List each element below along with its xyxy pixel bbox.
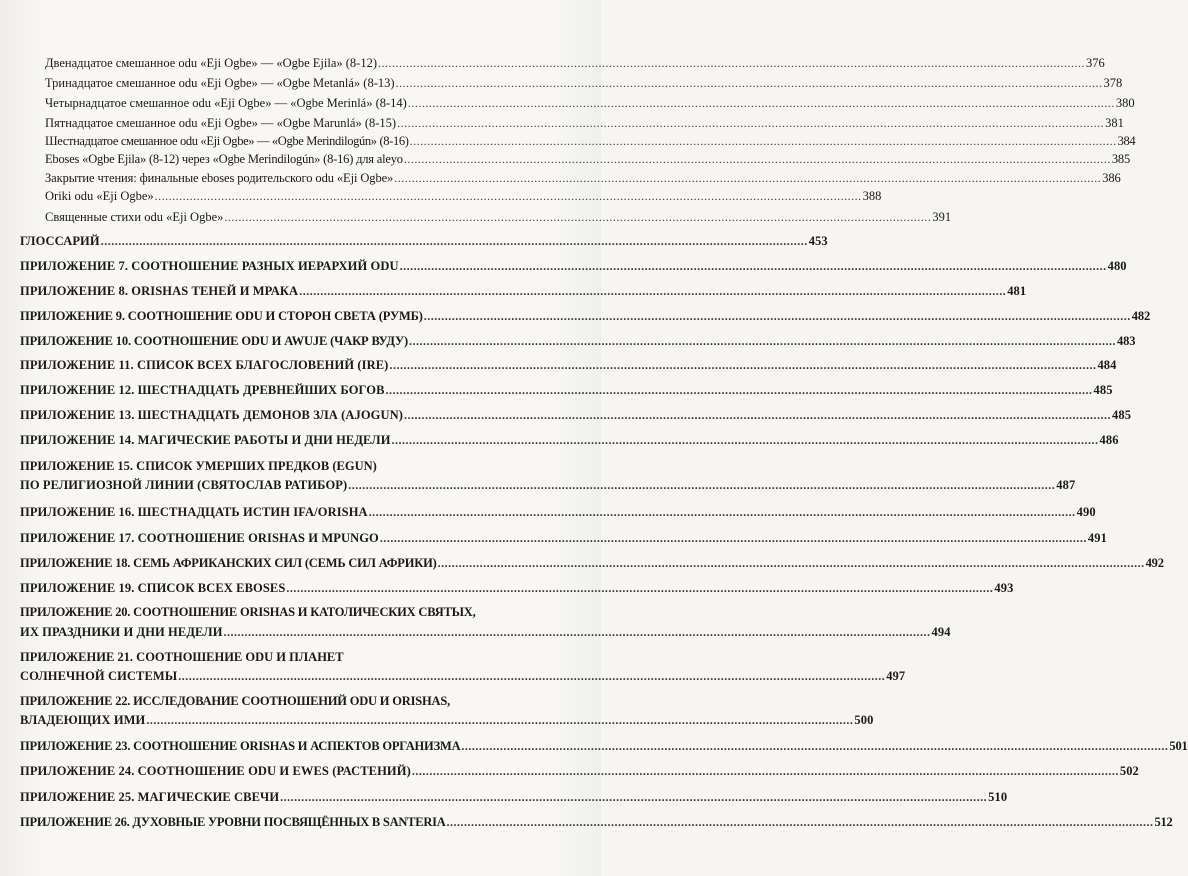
toc-entry-title: ПРИЛОЖЕНИЕ 18. СЕМЬ АФРИКАНСКИХ СИЛ (СЕМЬ СИЛ АФРИКИ) [20, 556, 437, 570]
leader-dots [178, 669, 885, 684]
toc-subentry-title: Шестнадцатое смешанное odu «Eji Ogbe» — «Ogbe Merindilogún» (8-16) [45, 134, 409, 148]
toc-page-number: 391 [932, 210, 952, 224]
toc-subentry-title: Пятнадцатое смешанное odu «Eji Ogbe» — «Ogbe Marunlá» (8-15) [45, 116, 397, 130]
toc-subentry-title: Двенадцатое смешанное odu «Eji Ogbe» — «Ogbe Ejila» (8-12) [45, 56, 377, 70]
toc-page-number: 497 [886, 669, 906, 683]
toc-entry-title: ПРИЛОЖЕНИЕ 12. ШЕСТНАДЦАТЬ ДРЕВНЕЙШИХ БОГОВ [20, 383, 385, 397]
toc-entry-title: ПРИЛОЖЕНИЕ 25. МАГИЧЕСКИЕ СВЕЧИ [20, 790, 280, 804]
toc-page-number: 491 [1087, 531, 1107, 545]
leader-dots [408, 96, 1115, 111]
leader-dots [224, 210, 931, 225]
toc-subentry-title: Священные стихи odu «Eji Ogbe» [45, 210, 224, 224]
toc-entry-title: ПРИЛОЖЕНИЕ 7. СООТНОШЕНИЕ РАЗНЫХ ИЕРАРХИЙ ODU [20, 259, 399, 273]
leader-dots [461, 739, 1168, 754]
toc-page-number: 376 [1086, 56, 1105, 70]
toc-entry [20, 259, 1127, 274]
toc-subentry [45, 76, 1123, 91]
toc-subentry-title: Oriki odu «Eji Ogbe» [45, 189, 154, 203]
toc-page-number: 501 [1169, 739, 1188, 753]
toc-page-number: 500 [854, 713, 874, 727]
toc-entry [20, 383, 1113, 398]
toc-page-number: 492 [1145, 556, 1164, 570]
toc-subentry-title: Eboses «Ogbe Ejila» (8-12) через «Ogbe Merindilogún» (8-16) для aleyo [45, 152, 403, 166]
leader-dots [396, 76, 1103, 91]
leader-dots [412, 764, 1119, 779]
toc-entry [20, 358, 1117, 373]
toc-entry-title: ПРИЛОЖЕНИЕ 9. СООТНОШЕНИЕ ODU И СТОРОН СВЕТА (РУМБ) [20, 309, 423, 323]
leader-dots [389, 358, 1096, 373]
toc-subentry-title: Тринадцатое смешанное odu «Eji Ogbe» — «Ogbe Metanlá» (8-13) [45, 76, 395, 90]
toc-page-number: 381 [1105, 116, 1124, 130]
toc-entry [20, 625, 951, 640]
leader-dots [424, 309, 1131, 324]
toc-entry [20, 284, 1027, 299]
toc-entry-title: ПРИЛОЖЕНИЕ 24. СООТНОШЕНИЕ ODU И EWES (РАСТЕНИЙ) [20, 764, 411, 778]
toc-page-number: 385 [1111, 152, 1131, 166]
toc-page-number: 483 [1117, 334, 1136, 348]
toc-subentry [45, 134, 1136, 149]
toc-entry-title: ПРИЛОЖЕНИЕ 14. МАГИЧЕСКИЕ РАБОТЫ И ДНИ НЕДЕЛИ [20, 433, 391, 447]
toc-subentry-title: Четырнадцатое смешанное odu «Eji Ogbe» — «Ogbe Merinlá» (8-14) [45, 96, 407, 110]
toc-subentry [45, 189, 882, 204]
toc-subentry [45, 210, 952, 225]
leader-dots [392, 433, 1099, 448]
leader-dots [446, 815, 1153, 830]
toc-entry-title: ПРИЛОЖЕНИЕ 23. СООТНОШЕНИЕ ORISHAS И АСПЕКТОВ ОРГАНИЗМА [20, 739, 461, 753]
toc-entry [20, 531, 1107, 546]
toc-entry-title: ПРИЛОЖЕНИЕ 11. СПИСОК ВСЕХ БЛАГОСЛОВЕНИЙ (IRE) [20, 358, 389, 372]
toc-page-number: 386 [1102, 171, 1121, 185]
toc-page-number: 485 [1112, 408, 1132, 422]
leader-dots [280, 790, 987, 805]
toc-page-number: 384 [1117, 134, 1136, 148]
leader-dots [299, 284, 1006, 299]
toc-subentry-title: Закрытие чтения: финальные eboses родительского odu «Eji Ogbe» [45, 171, 394, 185]
toc-entry [20, 433, 1119, 448]
toc-page-number: 512 [1154, 815, 1173, 829]
toc-subentry [45, 116, 1124, 131]
toc-page-number: 482 [1131, 309, 1151, 323]
toc-entry [20, 581, 1014, 596]
toc-subentry [45, 96, 1135, 111]
toc-subentry [45, 171, 1121, 186]
toc-entry-title: ПРИЛОЖЕНИЕ 22. ИССЛЕДОВАНИЕ СООТНОШЕНИЙ ODU И ORISHAS, [20, 694, 451, 708]
leader-dots [224, 625, 931, 640]
toc-entry [20, 309, 1151, 324]
toc-entry-title: ПРИЛОЖЕНИЕ 10. СООТНОШЕНИЕ ODU И AWUJE (ЧАКР ВУДУ) [20, 334, 409, 348]
leader-dots [438, 556, 1145, 571]
toc-page-number: 486 [1099, 433, 1119, 447]
toc-entry-title: ПРИЛОЖЕНИЕ 20. СООТНОШЕНИЕ ORISHAS И КАТОЛИЧЕСКИХ СВЯТЫХ, [20, 605, 476, 619]
toc-entry [20, 764, 1139, 779]
toc-page-number: 510 [988, 790, 1008, 804]
toc-page-number: 490 [1076, 505, 1096, 519]
leader-dots [404, 152, 1111, 167]
leader-dots [386, 383, 1093, 398]
toc-entry [20, 713, 874, 728]
toc-entry-title: ПРИЛОЖЕНИЕ 8. ORISHAS ТЕНЕЙ И МРАКА [20, 284, 299, 298]
leader-dots [101, 234, 808, 249]
toc-page-number: 388 [862, 189, 882, 203]
toc-page-number: 453 [808, 234, 828, 248]
toc-entry-title-continuation: СОЛНЕЧНОЙ СИСТЕМЫ [20, 669, 178, 683]
leader-dots [400, 259, 1107, 274]
leader-dots [409, 334, 1116, 349]
toc-entry [20, 334, 1136, 349]
toc-page-number: 484 [1097, 358, 1117, 372]
toc-page-number: 481 [1007, 284, 1027, 298]
leader-dots [369, 505, 1076, 520]
leader-dots [155, 189, 862, 204]
leader-dots [397, 116, 1104, 131]
toc-entry-title: ПРИЛОЖЕНИЕ 15. СПИСОК УМЕРШИХ ПРЕДКОВ (EGUN) [20, 459, 377, 473]
toc-page-number: 487 [1056, 478, 1076, 492]
leader-dots [410, 134, 1117, 149]
leader-dots [394, 171, 1101, 186]
toc-page-number: 378 [1103, 76, 1123, 90]
toc-page-number: 485 [1093, 383, 1113, 397]
toc-entry-title-continuation: ИХ ПРАЗДНИКИ И ДНИ НЕДЕЛИ [20, 625, 223, 639]
toc-entry [20, 669, 906, 684]
toc-page-number: 502 [1119, 764, 1139, 778]
toc-page-number: 494 [931, 625, 951, 639]
leader-dots [380, 531, 1087, 546]
toc-page-number: 380 [1115, 96, 1135, 110]
toc-subentry [45, 152, 1131, 167]
toc-entry-title: ПРИЛОЖЕНИЕ 13. ШЕСТНАДЦАТЬ ДЕМОНОВ ЗЛА (AJOGUN) [20, 408, 404, 422]
toc-entry [20, 234, 828, 249]
toc-entry-title: ПРИЛОЖЕНИЕ 17. СООТНОШЕНИЕ ORISHAS И MPUNGO [20, 531, 379, 545]
toc-entry [20, 790, 1008, 805]
leader-dots [378, 56, 1085, 71]
leader-dots [286, 581, 993, 596]
toc-entry-title-continuation: ВЛАДЕЮЩИХ ИМИ [20, 713, 146, 727]
toc-page-number: 480 [1107, 259, 1127, 273]
toc-entry [20, 505, 1096, 520]
toc-entry-title: ПРИЛОЖЕНИЕ 26. ДУХОВНЫЕ УРОВНИ ПОСВЯЩЁННЫХ В SANTERIA [20, 815, 446, 829]
leader-dots [404, 408, 1111, 423]
toc-page-number: 493 [994, 581, 1014, 595]
toc-entry-title: ГЛОССАРИЙ [20, 234, 100, 248]
toc-entry [20, 739, 1188, 754]
toc-entry-title-continuation: ПО РЕЛИГИОЗНОЙ ЛИНИИ (СВЯТОСЛАВ РАТИБОР) [20, 478, 348, 492]
toc-entry [20, 478, 1076, 493]
toc-entry-title: ПРИЛОЖЕНИЕ 19. СПИСОК ВСЕХ EBOSES [20, 581, 286, 595]
toc-entry-title: ПРИЛОЖЕНИЕ 16. ШЕСТНАДЦАТЬ ИСТИН IFA/ORISHA [20, 505, 368, 519]
toc-entry-title: ПРИЛОЖЕНИЕ 21. СООТНОШЕНИЕ ODU И ПЛАНЕТ [20, 650, 344, 664]
toc-entry [20, 556, 1164, 571]
toc-entry [20, 408, 1132, 423]
leader-dots [348, 478, 1055, 493]
leader-dots [146, 713, 853, 728]
toc-subentry [45, 56, 1105, 71]
toc-entry [20, 815, 1173, 830]
